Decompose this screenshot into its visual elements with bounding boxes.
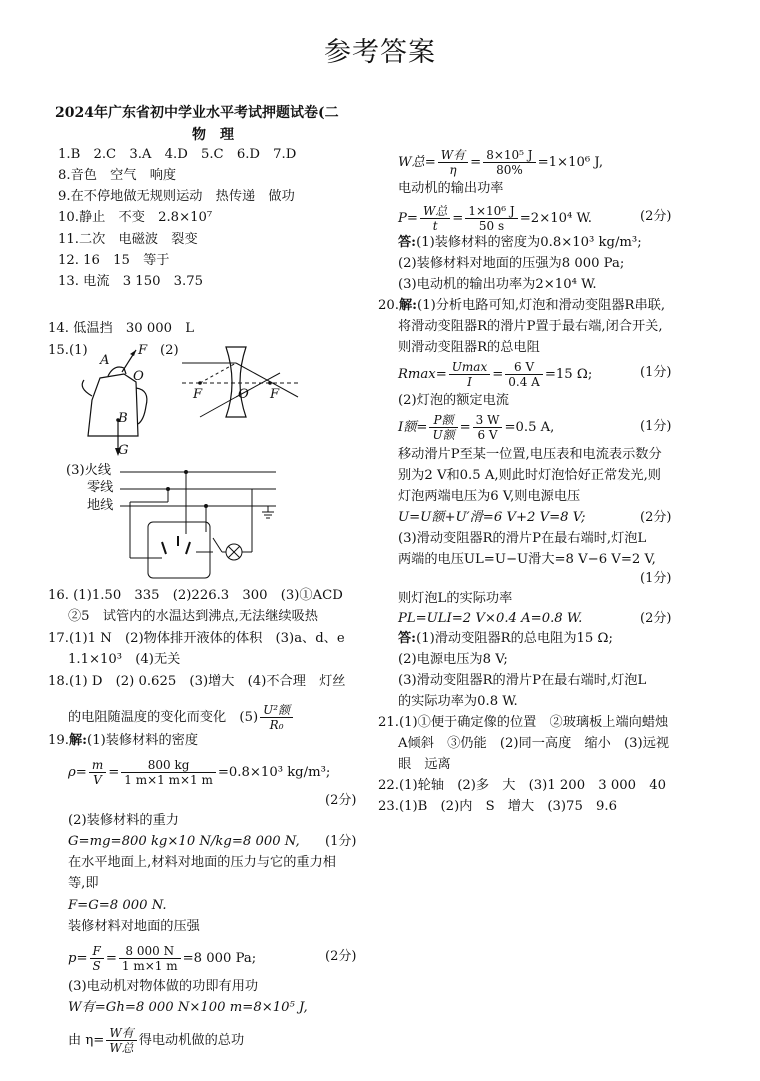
- answer-21-line1: 21.(1)①便于确定像的位置 ②玻璃板上端向蜡烛: [378, 715, 669, 730]
- q20-answer-4: 的实际功率为0.8 W.: [398, 694, 518, 709]
- resistance-formula: Rmax= $\frac{Umax}{I}$ = $\frac{6 V}{0.4 A}$ =15 Ω;: [398, 360, 593, 389]
- q20-line10: 两端的电压UL=U−U滑大=8 V−6 V=2 V,: [398, 552, 656, 567]
- answer-10: 10.静止 不变 2.8×10⁷: [58, 210, 213, 225]
- label-F-right: F: [270, 387, 280, 402]
- score-19-3: (2分): [325, 949, 357, 964]
- q20-line8: U=U额+U′滑=6 V+2 V=8 V;: [398, 510, 586, 525]
- q20-line12: PL=ULI=2 V×0.4 A=0.8 W.: [398, 611, 583, 626]
- answer-22: 22.(1)轮轴 (2)多 大 (3)1 200 3 000 40: [378, 778, 666, 793]
- q19-line8: (3)电动机对物体做的功即有用功: [68, 979, 259, 994]
- answer-13: 13. 电流 3 150 3.75: [58, 274, 204, 289]
- answer-12: 12. 16 15 等于: [58, 253, 170, 268]
- score-19-1: (2分): [325, 793, 357, 808]
- subject-title: 物 理: [192, 127, 234, 143]
- answer-21-line2: A倾斜 ③仍能 (2)同一高度 缩小 (3)远视: [398, 736, 670, 751]
- answer-18-formula: $\frac{\text{U²额}}{\text{R₀}}$: [260, 703, 293, 732]
- answer-1-7: 1.B 2.C 3.A 4.D 5.C 6.D 7.D: [58, 147, 297, 162]
- q19-line3: G=mg=800 kg×10 N/kg=8 000 N,: [68, 834, 300, 849]
- q19-r1: 电动机的输出功率: [398, 181, 504, 196]
- score-19-4: (2分): [640, 209, 672, 224]
- score-20-3: (2分): [640, 510, 672, 525]
- q20-line7: 灯泡两端电压为6 V,则电源电压: [398, 489, 581, 504]
- density-formula: ρ= $\frac{m}{V}$ = $\frac{800 kg}{1 m\times 1 m\times 1 m}$ =0.8×10³ kg/m³;: [68, 758, 331, 787]
- q20-line9: (3)滑动变阻器R的滑片P在最右端时,灯泡L: [398, 531, 647, 546]
- score-20-2: (1分): [640, 419, 672, 434]
- current-formula: I额= $\frac{\text{P额}}{\text{U额}}$ = $\frac{3 W}{6 V}$ =0.5 A,: [398, 413, 555, 442]
- answer-9: 9.在不停地做无规则运动 热传递 做功: [58, 189, 295, 204]
- answer-15-part3-label: (3)火线: [66, 463, 112, 478]
- q19-line7: 装修材料对地面的压强: [68, 919, 200, 934]
- q20-line2: 将滑动变阻器R的滑片P置于最右端,闭合开关,: [398, 319, 663, 334]
- label-F: F: [138, 343, 148, 358]
- total-work-formula: W总= $\frac{\text{W有}}{\eta}$ = $\frac{\text{8×10⁵ J}}{80\%}$ =1×10⁶ J,: [398, 148, 604, 177]
- q20-line6: 别为2 V和0.5 A,则此时灯泡恰好正常发光,则: [398, 468, 661, 483]
- page-title: 参考答案: [324, 37, 436, 68]
- pressure-formula: p= $\frac{F}{S}$ = $\frac{8 000 N}{1 m\times 1 m}$ =8 000 Pa;: [68, 944, 257, 973]
- q20-answer-2: (2)电源电压为8 V;: [398, 652, 508, 667]
- q19-line6: F=G=8 000 N.: [68, 898, 167, 913]
- q20-line11: 则灯泡L的实际功率: [398, 591, 513, 606]
- label-F-left: F: [193, 387, 203, 402]
- answer-16-line1: 16. (1)1.50 335 (2)226.3 300 (3)①ACD: [48, 588, 343, 603]
- answer-16-line2: ②5 试管内的水温达到沸点,无法继续吸热: [68, 609, 318, 624]
- answer-21-line3: 眼 远离: [398, 757, 451, 772]
- label-O-lens: O: [238, 387, 249, 402]
- q19-line2: (2)装修材料的重力: [68, 813, 179, 828]
- efficiency-formula: 由 η= $\frac{\text{W有}}{\text{W总}}$ 得电动机做的总功: [68, 1026, 245, 1055]
- concave-lens-diagram: [180, 345, 300, 420]
- label-ground-wire: 地线: [87, 498, 114, 513]
- q19-answer-2: (2)装修材料对地面的压强为8 000 Pa;: [398, 256, 625, 271]
- q20-line1: 20.解:(1)分析电路可知,灯泡和滑动变阻器R串联,: [378, 298, 666, 313]
- q20-line5: 移动滑片P至某一位置,电压表和电流表示数分: [398, 447, 662, 462]
- label-O: O: [133, 369, 144, 384]
- q20-line3: 则滑动变阻器R的总电阻: [398, 340, 540, 355]
- score-20-4: (1分): [640, 571, 672, 586]
- answer-17-line1: 17.(1)1 N (2)物体排开液体的体积 (3)a、d、e: [48, 631, 345, 646]
- q19-line9: W有=Gh=8 000 N×100 m=8×10⁵ J,: [68, 1000, 308, 1015]
- score-19-2: (1分): [325, 834, 357, 849]
- q19-heading: 19.解:(1)装修材料的密度: [48, 733, 199, 748]
- answer-8: 8.音色 空气 响度: [58, 168, 177, 183]
- score-20-1: (1分): [640, 365, 672, 380]
- q19-answer-3: (3)电动机的输出功率为2×10⁴ W.: [398, 277, 597, 292]
- q19-line4: 在水平地面上,材料对地面的压力与它的重力相: [68, 855, 336, 870]
- answer-11: 11.二次 电磁波 裂变: [58, 232, 198, 247]
- q20-answer-1: 答:(1)滑动变阻器R的总电阻为15 Ω;: [398, 631, 613, 646]
- answer-17-line2: 1.1×10³ (4)无关: [68, 652, 181, 667]
- q20-line4: (2)灯泡的额定电流: [398, 393, 509, 408]
- answer-23: 23.(1)B (2)内 S 增大 (3)75 9.6: [378, 799, 617, 814]
- answer-14: 14. 低温挡 30 000 L: [48, 321, 195, 336]
- answer-18-text: 的电阻随温度的变化而变化 (5): [68, 710, 259, 725]
- answer-18-line1: 18.(1) D (2) 0.625 (3)增大 (4)不合理 灯丝: [48, 674, 346, 689]
- answer-18-line2: [68, 703, 295, 732]
- label-neutral-wire: 零线: [87, 480, 114, 495]
- label-B: B: [118, 411, 128, 426]
- power-formula: P= $\frac{\text{W总}}{t}$ = $\frac{\text{1×10⁶ J}}{50 s}$ =2×10⁴ W.: [398, 204, 592, 233]
- q19-answer-1: 答:(1)装修材料的密度为0.8×10³ kg/m³;: [398, 235, 642, 250]
- score-20-5: (2分): [640, 611, 672, 626]
- q20-answer-3: (3)滑动变阻器R的滑片P在最右端时,灯泡L: [398, 673, 647, 688]
- answer-15-label: 15.(1): [48, 343, 88, 358]
- household-circuit-diagram: [118, 462, 288, 584]
- label-A: A: [100, 353, 110, 368]
- label-G: G: [118, 443, 129, 458]
- answer-15-part2-label: (2): [160, 343, 179, 358]
- exam-title: 2024年广东省初中学业水平考试押题试卷(二: [55, 105, 339, 121]
- q19-line5: 等,即: [68, 876, 99, 891]
